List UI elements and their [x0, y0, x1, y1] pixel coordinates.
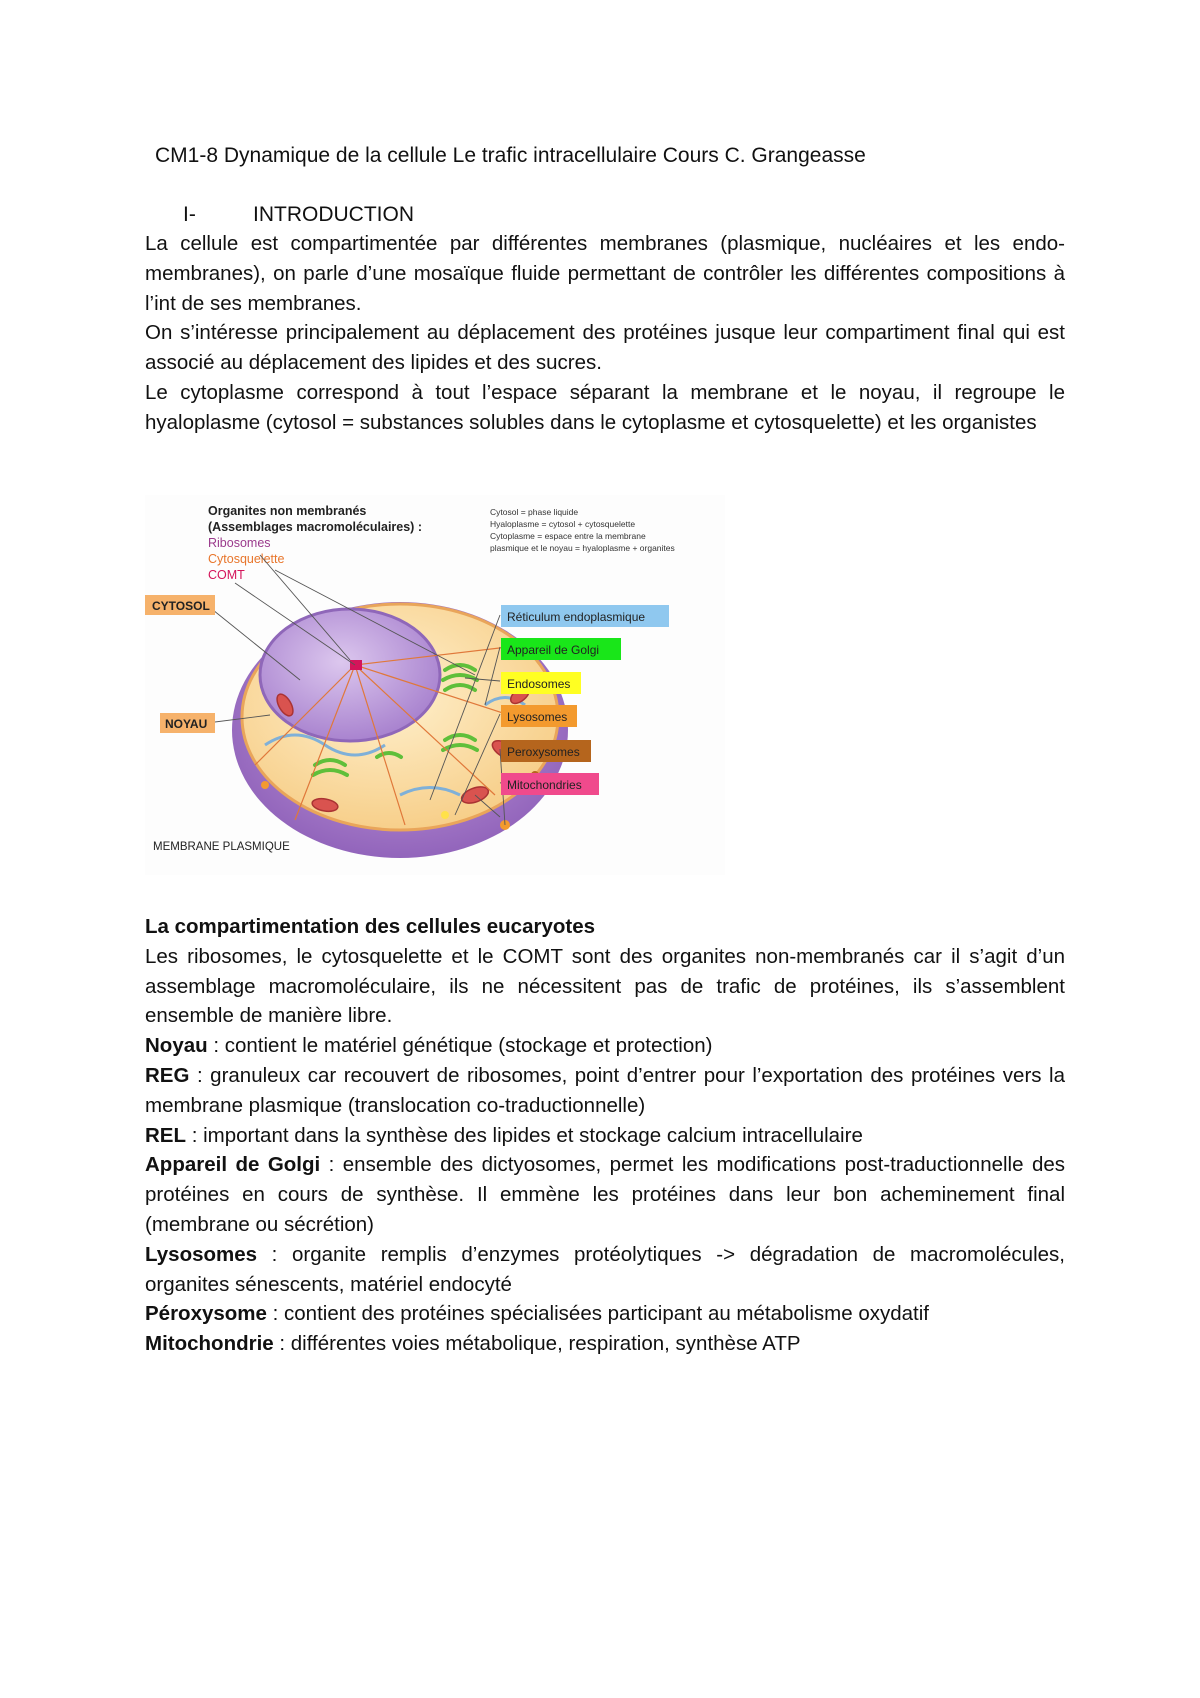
- compartment-text: [145, 912, 1065, 1359]
- cell-diagram-svg: [145, 495, 725, 875]
- label-noyau: NOYAU: [165, 717, 208, 731]
- label-endosomes: Endosomes: [507, 677, 571, 691]
- label-cytosol: CYTOSOL: [152, 599, 210, 613]
- intro-text: [145, 229, 1065, 438]
- note-line-3: Cytoplasme = espace entre la membrane: [490, 531, 646, 541]
- text-noyau: : contient le matériel génétique (stockage et protection): [207, 1034, 713, 1058]
- document-title: CM1-8 Dynamique de la cellule Le trafic intracellulaire Cours C. Grangeasse: [155, 144, 866, 167]
- section-title: INTRODUCTION: [253, 203, 414, 226]
- figure-heading-2: (Assemblages macromoléculaires) :: [208, 520, 422, 534]
- intro-paragraph-2: On s’intéresse principalement au déplacement des protéines jusque leur compartiment final qui est associé au déplacement des lipides et des sucres.: [145, 321, 1065, 375]
- term-noyau: Noyau: [145, 1034, 208, 1058]
- cell-diagram: [145, 495, 725, 875]
- text-reg: : granuleux car recouvert de ribosomes, point d’entrer pour l’exportation des protéines vers la membrane plasmique (translocation co-traductionnelle): [145, 1063, 1065, 1117]
- text-peroxysome: : contient des protéines spécialisées participant au métabolisme oxydatif: [266, 1302, 929, 1326]
- label-peroxysomes: Peroxysomes: [507, 745, 580, 759]
- subheading-text: La compartimentation des cellules eucaryotes: [145, 915, 596, 938]
- subheading: [145, 912, 1065, 942]
- text-mitochondrie: : différentes voies métabolique, respiration, synthèse ATP: [273, 1332, 801, 1356]
- term-lysosomes: Lysosomes: [145, 1242, 258, 1266]
- definition-noyau: [145, 1031, 1065, 1061]
- nm-item-ribosomes: Ribosomes: [208, 536, 271, 550]
- term-reg: REG: [145, 1063, 190, 1087]
- intro-paragraph-3: Le cytoplasme correspond à tout l’espace séparant la membrane et le noyau, il regroupe le hyaloplasme (cytosol = substances solubles dans le cytoplasme et cytosquelette) et les organistes: [145, 380, 1065, 434]
- label-mitochondries: Mitochondries: [507, 778, 582, 792]
- label-golgi: Appareil de Golgi: [507, 643, 600, 657]
- definition-golgi: [145, 1150, 1065, 1239]
- figure-heading-1: Organites non membranés: [208, 504, 367, 518]
- label-lysosomes: Lysosomes: [507, 710, 568, 724]
- term-rel: REL: [145, 1123, 186, 1147]
- section-heading: [183, 203, 414, 227]
- definition-lysosomes: [145, 1240, 1065, 1300]
- note-line-4: plasmique et le noyau = hyaloplasme + organites: [490, 543, 675, 553]
- text-golgi: : ensemble des dictyosomes, permet les modifications post-traductionnelle des protéines en cours de synthèse. Il emmène les protéines dans leur bon acheminement final (membrane ou sécrétion): [145, 1153, 1065, 1236]
- text-lysosomes: : organite remplis d’enzymes protéolytiques -> dégradation de macromolécules, organites sénescents, matériel endocyté: [145, 1242, 1065, 1296]
- term-peroxysome: Péroxysome: [145, 1302, 267, 1326]
- term-golgi: Appareil de Golgi: [145, 1153, 321, 1177]
- label-membrane-plasmique: MEMBRANE PLASMIQUE: [153, 841, 290, 853]
- definition-peroxysome: [145, 1299, 1065, 1329]
- intro-paragraph-1: La cellule est compartimentée par différentes membranes (plasmique, nucléaires et les endo-membranes), on parle d’une mosaïque fluide permettant de contrôler les différentes compositions à l’int de ses membranes.: [145, 232, 1065, 315]
- nm-item-comt: COMT: [208, 568, 245, 582]
- body-paragraph: Les ribosomes, le cytosquelette et le COMT sont des organites non-membranés car il s’agit d’un assemblage macromoléculaire, ils ne nécessitent pas de trafic de protéines, ils s’assemblent ensemble de manière libre.: [145, 944, 1065, 1028]
- definition-rel: [145, 1121, 1065, 1151]
- section-number: I-: [183, 203, 196, 226]
- definition-reg: [145, 1061, 1065, 1121]
- text-rel: : important dans la synthèse des lipides et stockage calcium intracellulaire: [186, 1123, 863, 1147]
- term-mitochondrie: Mitochondrie: [145, 1332, 274, 1356]
- comt-marker: [350, 660, 362, 670]
- definition-mitochondrie: [145, 1329, 1065, 1359]
- label-reticulum: Réticulum endoplasmique: [507, 610, 646, 624]
- note-line-1: Cytosol = phase liquide: [490, 507, 579, 517]
- note-line-2: Hyaloplasme = cytosol + cytosquelette: [490, 519, 636, 529]
- nm-item-cytosquelette: Cytosquelette: [208, 552, 285, 566]
